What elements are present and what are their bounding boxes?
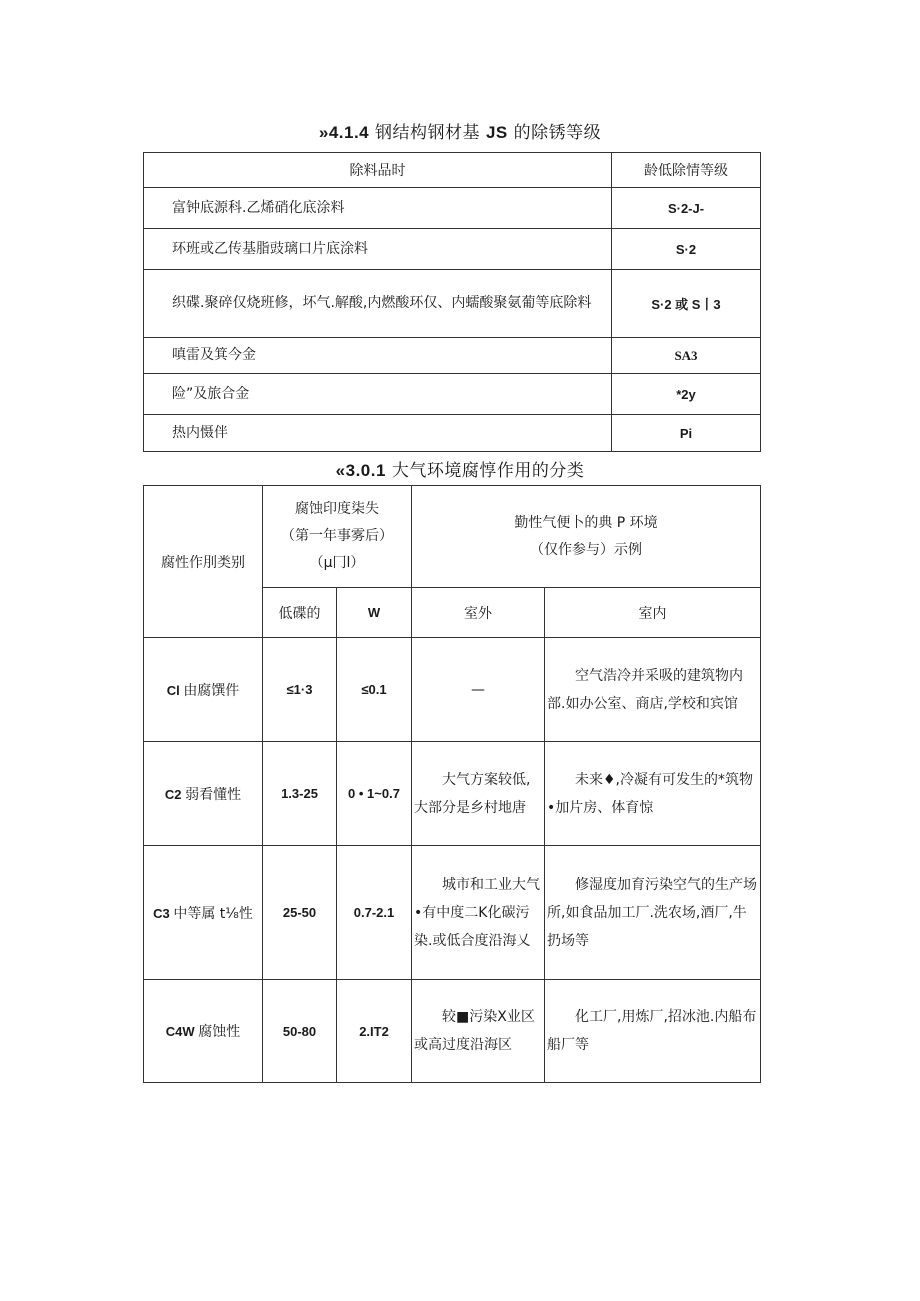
table1-title-js: JS bbox=[485, 123, 508, 142]
atmospheric-corrosion-table bbox=[143, 485, 761, 1083]
table-row bbox=[144, 846, 761, 980]
material-cell: 富钟底源科.乙烯硝化底涂料 bbox=[144, 188, 612, 229]
indoor-cell: 空气浩冷并采吸的建筑物内部.如办公室、商店,学校和宾馆 bbox=[545, 638, 761, 742]
table-row bbox=[144, 415, 761, 452]
table-row bbox=[144, 374, 761, 415]
grade-cell: Pi bbox=[612, 415, 761, 452]
category-cell bbox=[144, 638, 263, 742]
header-rate-line3: （μ冂l） bbox=[309, 555, 365, 571]
grade-cell: SA3 bbox=[612, 338, 761, 374]
material-cell: 险”及旅合金 bbox=[144, 374, 612, 415]
table1-header-row bbox=[144, 153, 761, 188]
table1-title-suffix: 的除锈等级 bbox=[513, 123, 602, 143]
material-cell: 嗔雷及箕今金 bbox=[144, 338, 612, 374]
header-category: 腐性作刖类别 bbox=[144, 486, 263, 638]
table-row bbox=[144, 338, 761, 374]
table2-header-row bbox=[144, 486, 761, 588]
category-code: Cl bbox=[166, 682, 180, 698]
table1-number: »4.1.4 bbox=[318, 123, 370, 142]
grade-cell: S·2 bbox=[612, 229, 761, 270]
subheader-w: W bbox=[337, 588, 412, 638]
indoor-cell: 修湿度加育污染空气的生产场所,如食品加工厂.洗农场,酒厂,牛扔场等 bbox=[545, 846, 761, 980]
table-row bbox=[144, 270, 761, 338]
material-cell: 环班或乙传基脂豉璃口片底涂料 bbox=[144, 229, 612, 270]
category-cell bbox=[144, 742, 263, 846]
table-row bbox=[144, 188, 761, 229]
indoor-cell: 化工厂,用炼厂,招冰池.内船布船厂等 bbox=[545, 980, 761, 1083]
low-carbon-cell: 25-50 bbox=[263, 846, 337, 980]
header-rate-line1: 腐蚀印度柒失 bbox=[295, 501, 379, 517]
table-row bbox=[144, 638, 761, 742]
header-material: 除料品时 bbox=[144, 153, 612, 188]
grade-cell: S·2-J- bbox=[612, 188, 761, 229]
low-carbon-cell: 1.3-25 bbox=[263, 742, 337, 846]
material-cell: 热内慑伴 bbox=[144, 415, 612, 452]
w-cell: 0.7-2.1 bbox=[337, 846, 412, 980]
category-name: 由腐馔件 bbox=[183, 682, 240, 699]
subheader-outdoor: 室外 bbox=[412, 588, 545, 638]
low-carbon-cell: 50-80 bbox=[263, 980, 337, 1083]
table-row bbox=[144, 742, 761, 846]
table1-title-main: 钢结构钢材基 bbox=[375, 123, 481, 143]
header-environment bbox=[412, 486, 761, 588]
header-grade: 龄低除情等级 bbox=[612, 153, 761, 188]
category-name: 弱看懂性 bbox=[185, 786, 242, 803]
w-cell: ≤0.1 bbox=[337, 638, 412, 742]
subheader-low-carbon: 低碟的 bbox=[263, 588, 337, 638]
table2-title bbox=[0, 456, 920, 481]
category-cell bbox=[144, 980, 263, 1083]
table2-number: «3.0.1 bbox=[335, 461, 386, 480]
grade-cell: *2y bbox=[612, 374, 761, 415]
material-cell: 织碟.聚碎仅烧班修，坏气.解酸,内燃酸环仅、内蠕酸聚氨葡等底除料 bbox=[144, 270, 612, 338]
low-carbon-cell: ≤1·3 bbox=[263, 638, 337, 742]
indoor-cell: 未来♦,冷凝有可发生的*筑物•加片房、体育惊 bbox=[545, 742, 761, 846]
category-name: 中等属 t⅛性 bbox=[173, 905, 253, 922]
w-cell: 2.IT2 bbox=[337, 980, 412, 1083]
header-rate bbox=[263, 486, 412, 588]
outdoor-cell: 较■污染X业区或高过度沿海区 bbox=[412, 980, 545, 1083]
table2-title-main: 大气环境腐惇作用的分类 bbox=[391, 461, 585, 481]
category-code: C3 bbox=[153, 905, 170, 921]
outdoor-cell: — bbox=[412, 638, 545, 742]
category-code: C4W bbox=[165, 1024, 195, 1039]
category-name: 腐蚀性 bbox=[198, 1024, 241, 1040]
w-cell: 0 • 1~0.7 bbox=[337, 742, 412, 846]
grade-cell: S·2 或 S丨3 bbox=[612, 270, 761, 338]
rust-removal-grade-table bbox=[143, 152, 761, 452]
outdoor-cell: 大气方案较低,大部分是乡村地唐 bbox=[412, 742, 545, 846]
category-code: C2 bbox=[164, 786, 182, 802]
table-row bbox=[144, 980, 761, 1083]
category-cell bbox=[144, 846, 263, 980]
outdoor-cell: 城市和工业大气•有中度二K化碳污染.或低合度沿海乂 bbox=[412, 846, 545, 980]
table1-title bbox=[0, 118, 920, 143]
table-row bbox=[144, 229, 761, 270]
header-env-line1: 勤性气便卜的典 P 环境 bbox=[514, 514, 658, 531]
header-rate-line2: （第一年事雾后） bbox=[281, 528, 393, 544]
subheader-indoor: 室内 bbox=[545, 588, 761, 638]
header-env-line2: （仅作参与）示例 bbox=[530, 541, 642, 558]
